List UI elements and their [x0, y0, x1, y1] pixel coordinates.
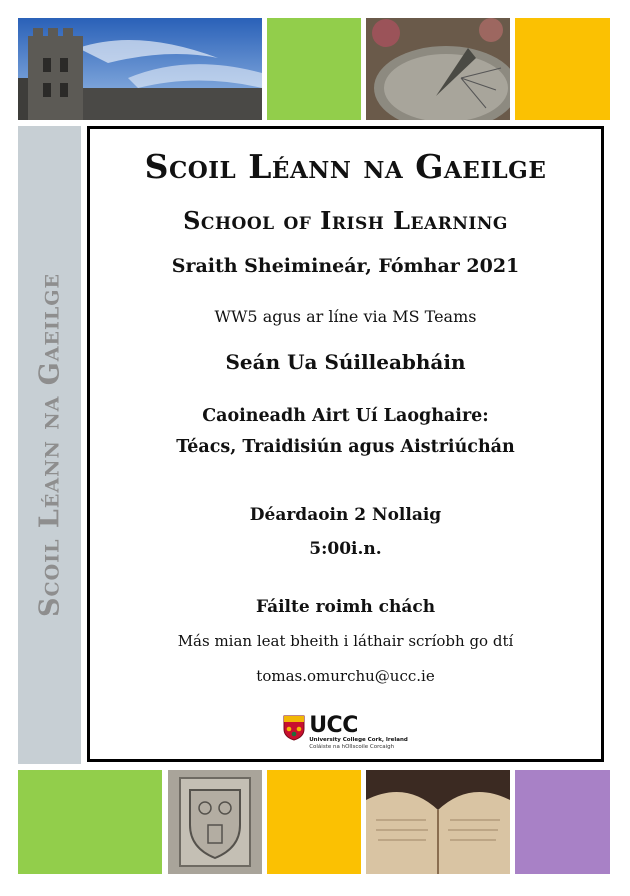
- talk-title-line2: Téacs, Traidisiún agus Aistriúchán: [176, 437, 515, 457]
- venue-text: WW5 agus ar líne via MS Teams: [214, 307, 477, 326]
- main-panel: [87, 126, 604, 762]
- event-time: 5:00i.n.: [309, 539, 382, 559]
- seminar-series: Sraith Sheimineár, Fómhar 2021: [171, 255, 520, 277]
- yellow-block-bottom: [267, 770, 361, 874]
- event-datetime: [90, 498, 601, 566]
- logo-line1: University College Cork, Ireland: [309, 737, 408, 743]
- side-title: Scoil Léann na Gaeilge: [34, 273, 65, 617]
- speaker-name: Seán Ua Súilleabháin: [225, 350, 466, 374]
- yellow-block: [515, 18, 610, 120]
- page-subtitle: School of Irish Learning: [183, 206, 508, 235]
- talk-title-line1: Caoineadh Airt Uí Laoghaire:: [202, 406, 489, 426]
- green-block-bottom: [18, 770, 162, 874]
- stone-carving-photo: [168, 770, 262, 874]
- logo-line2: Coláiste na hOllscoile Corcaigh: [309, 744, 395, 750]
- sundial-photo: [366, 18, 510, 120]
- green-block: [267, 18, 361, 120]
- welcome-text: Fáilte roimh chách: [255, 597, 436, 617]
- ucc-logo: [90, 715, 601, 751]
- university-building-photo: [18, 18, 262, 120]
- purple-block: [515, 770, 610, 874]
- side-band: [18, 126, 81, 764]
- page-title: Scoil Léann na Gaeilge: [144, 147, 547, 186]
- logo-name: UCC: [309, 713, 358, 738]
- email-link[interactable]: tomas.omurchu@ucc.ie: [256, 667, 435, 685]
- crest-icon: [283, 715, 305, 741]
- event-date: Déardaoin 2 Nollaig: [249, 505, 442, 525]
- talk-title: [90, 401, 601, 463]
- open-book-photo: [366, 770, 510, 874]
- rsvp-text: Más mian leat bheith i láthair scríobh go dtí: [177, 632, 514, 650]
